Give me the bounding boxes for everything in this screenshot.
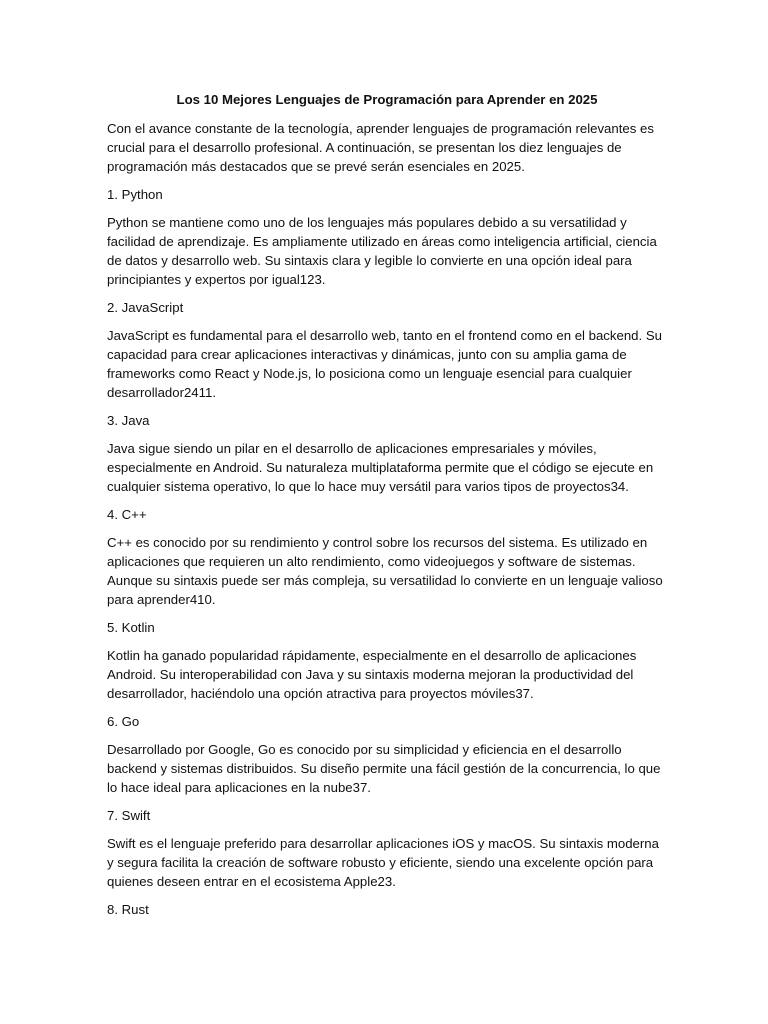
section-body-python: Python se mantiene como uno de los lenguajes más populares debido a su versatilidad y facilidad de aprendizaje. Es ampliamente utilizado en áreas como inteligencia artificial, ciencia de datos y desarrollo web. Su sintaxis clara y legible lo convierte en una opción ideal para principiantes y expertos por igual123.: [107, 215, 657, 287]
section-heading-go: 6. Go: [107, 714, 140, 729]
section-heading-cpp: 4. C++: [107, 507, 147, 522]
document-body: [107, 90, 667, 928]
section-heading-swift: 7. Swift: [107, 808, 151, 823]
section-body-kotlin: Kotlin ha ganado popularidad rápidamente, especialmente en el desarrollo de aplicaciones Android. Su interoperabilidad con Java y su sintaxis moderna mejoran la productividad del desarrollador, haciéndolo una opción atractiva para proyectos móviles37.: [107, 648, 637, 701]
section-body-javascript: JavaScript es fundamental para el desarrollo web, tanto en el frontend como en el backend. Su capacidad para crear aplicaciones interactivas y dinámicas, junto con su amplia gama de frameworks como React y Node.js, lo posiciona como un lenguaje esencial para cualquier desarrollador2411.: [107, 328, 662, 400]
section-body-java: Java sigue siendo un pilar en el desarrollo de aplicaciones empresariales y móviles, especialmente en Android. Su naturaleza multiplataforma permite que el código se ejecute en cualquier sistema operativo, lo que lo hace muy versátil para varios tipos de proyectos34.: [107, 441, 654, 494]
section-heading-kotlin: 5. Kotlin: [107, 620, 155, 635]
section-body-cpp: C++ es conocido por su rendimiento y control sobre los recursos del sistema. Es utilizado en aplicaciones que requieren un alto rendimiento, como videojuegos y software de sistemas. Aunque su sintaxis puede ser más compleja, su versatilidad lo convierte en un lenguaje valioso para aprender410.: [107, 535, 663, 607]
document-title: Los 10 Mejores Lenguajes de Programación para Aprender en 2025: [176, 92, 598, 107]
intro-paragraph: Con el avance constante de la tecnología, aprender lenguajes de programación relevantes es crucial para el desarrollo profesional. A continuación, se presentan los diez lenguajes de programación más destacados que se prevé serán esenciales en 2025.: [107, 121, 654, 174]
section-body-swift: Swift es el lenguaje preferido para desarrollar aplicaciones iOS y macOS. Su sintaxis moderna y segura facilita la creación de software robusto y eficiente, siendo una excelente opción para quienes deseen entrar en el ecosistema Apple23.: [107, 836, 659, 889]
section-heading-python: 1. Python: [107, 187, 163, 202]
section-heading-javascript: 2. JavaScript: [107, 300, 184, 315]
section-heading-rust: 8. Rust: [107, 902, 149, 917]
section-body-go: Desarrollado por Google, Go es conocido por su simplicidad y eficiencia en el desarrollo backend y sistemas distribuidos. Su diseño permite una fácil gestión de la concurrencia, lo que lo hace ideal para aplicaciones en la nube37.: [107, 742, 661, 795]
section-heading-java: 3. Java: [107, 413, 150, 428]
